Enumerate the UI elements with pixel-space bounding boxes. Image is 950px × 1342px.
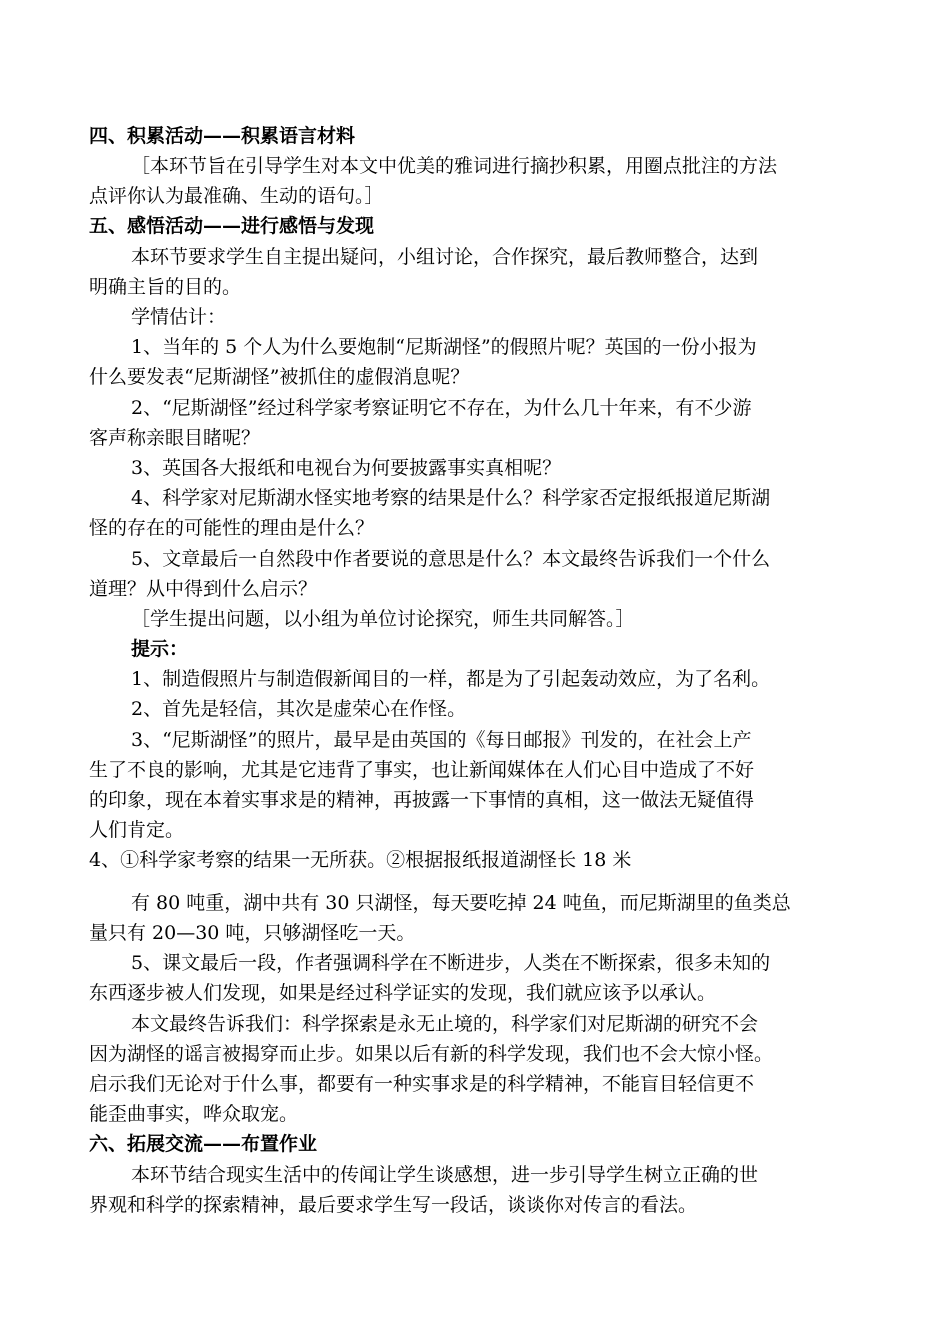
paragraph-line: 界观和科学的探索精神，最后要求学生写一段话，谈谈你对传言的看法。 xyxy=(89,1194,698,1216)
paragraph-line: 4、①科学家考察的结果一无所获。②根据报纸报道湖怪长 18 米 xyxy=(89,849,632,871)
paragraph-line: 明确主旨的目的。 xyxy=(89,276,242,298)
paragraph-line: 1、制造假照片与制造假新闻目的一样，都是为了引起轰动效应，为了名利。 xyxy=(131,668,771,690)
paragraph-line: 什么要发表“尼斯湖怪”被抓住的虚假消息呢？ xyxy=(89,366,470,388)
paragraph-line: 本环节要求学生自主提出疑问，小组讨论，合作探究，最后教师整合，达到 xyxy=(131,246,759,268)
paragraph-line: ［学生提出问题，以小组为单位讨论探究，师生共同解答。］ xyxy=(131,608,635,630)
paragraph-line: 的印象，现在本着实事求是的精神，再披露一下事情的真相，这一做法无疑值得 xyxy=(89,789,755,811)
paragraph-line: 本环节结合现实生活中的传闻让学生谈感想，进一步引导学生树立正确的世 xyxy=(131,1164,759,1186)
paragraph-line: 2、首先是轻信，其次是虚荣心在作怪。 xyxy=(131,698,467,720)
paragraph-line: 道理？从中得到什么启示？ xyxy=(89,578,318,600)
paragraph-line: 能歪曲事实，哗众取宠。 xyxy=(89,1103,299,1125)
paragraph-line: 量只有 20—30 吨，只够湖怪吃一天。 xyxy=(89,922,416,944)
paragraph-line: 生了不良的影响，尤其是它违背了事实，也让新闻媒体在人们心目中造成了不好 xyxy=(89,759,755,781)
paragraph-line: 1、当年的 5 个人为什么要炮制“尼斯湖怪”的假照片呢？英国的一份小报为 xyxy=(131,336,757,358)
section-heading-6: 六、拓展交流——布置作业 xyxy=(89,1133,318,1155)
paragraph-line: 4、科学家对尼斯湖水怪实地考察的结果是什么？科学家否定报纸报道尼斯湖 xyxy=(131,487,771,509)
paragraph-line: 学情估计： xyxy=(131,306,227,328)
paragraph-line: 有 80 吨重，湖中共有 30 只湖怪，每天要吃掉 24 吨鱼，而尼斯湖里的鱼类总 xyxy=(131,892,791,914)
paragraph-line: 5、文章最后一自然段中作者要说的意思是什么？本文最终告诉我们一个什么 xyxy=(131,548,771,570)
paragraph-line: ［本环节旨在引导学生对本文中优美的雅词进行摘抄积累，用圈点批注的方法 xyxy=(131,155,778,177)
paragraph-line: 3、“尼斯湖怪”的照片，最早是由英国的《每日邮报》刊发的，在社会上产 xyxy=(131,729,752,751)
paragraph-line: 5、课文最后一段，作者强调科学在不断进步，人类在不断探索，很多未知的 xyxy=(131,952,771,974)
paragraph-line: 人们肯定。 xyxy=(89,819,185,841)
paragraph-line: 3、英国各大报纸和电视台为何要披露事实真相呢？ xyxy=(131,457,562,479)
paragraph-line: 启示我们无论对于什么事，都要有一种实事求是的科学精神，不能盲目轻信更不 xyxy=(89,1073,755,1095)
section-heading-4: 四、积累活动——积累语言材料 xyxy=(89,125,356,147)
paragraph-line: 因为湖怪的谣言被揭穿而止步。如果以后有新的科学发现，我们也不会大惊小怪。 xyxy=(89,1043,774,1065)
paragraph-line: 点评你认为最准确、生动的语句。］ xyxy=(89,185,384,207)
section-heading-5: 五、感悟活动——进行感悟与发现 xyxy=(89,215,375,237)
paragraph-line: 怪的存在的可能性的理由是什么？ xyxy=(89,517,375,539)
paragraph-line: 客声称亲眼目睹呢？ xyxy=(89,427,261,449)
paragraph-line: 东西逐步被人们发现，如果是经过科学证实的发现，我们就应该予以承认。 xyxy=(89,982,717,1004)
paragraph-line: 2、“尼斯湖怪”经过科学家考察证明它不存在，为什么几十年来，有不少游 xyxy=(131,397,752,419)
hint-label: 提示： xyxy=(131,638,189,660)
paragraph-line: 本文最终告诉我们：科学探索是永无止境的，科学家们对尼斯湖的研究不会 xyxy=(131,1013,759,1035)
